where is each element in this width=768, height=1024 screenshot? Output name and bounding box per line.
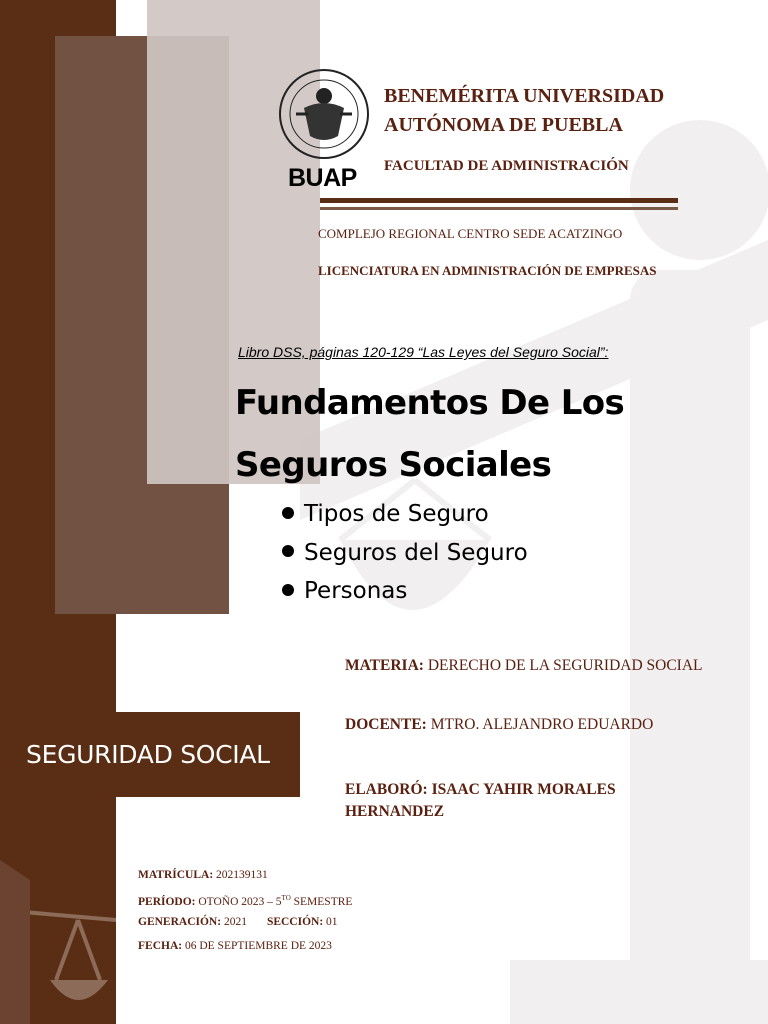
- book-reference: Libro DSS, páginas 120-129 “Las Leyes del Seguro Social”:: [238, 344, 609, 360]
- subject-banner-label: SEGURIDAD SOCIAL: [26, 740, 270, 769]
- bullet-icon: [282, 545, 294, 557]
- university-name-line1: BENEMÉRITA UNIVERSIDAD: [384, 85, 665, 107]
- campus-name: COMPLEJO REGIONAL CENTRO SEDE ACATZINGO: [318, 226, 623, 241]
- docente-label: DOCENTE:: [345, 716, 427, 733]
- generacion-value: 2021: [221, 916, 247, 928]
- buap-logo-text: BUAP: [288, 164, 357, 192]
- topic-label: Seguros del Seguro: [304, 539, 528, 566]
- university-name: [384, 82, 664, 140]
- list-item: [282, 495, 528, 534]
- matricula-field: [138, 863, 268, 887]
- seccion-value: 01: [323, 916, 338, 928]
- periodo-label: PERÍODO:: [138, 895, 196, 908]
- matricula-value: 202139131: [213, 869, 268, 881]
- generacion-field: [138, 910, 338, 934]
- scales-watermark-icon: [0, 860, 116, 1024]
- elaboro-label: ELABORÓ:: [345, 781, 428, 798]
- fecha-value: 06 DE SEPTIEMBRE DE 2023: [182, 940, 332, 952]
- topic-label: Personas: [304, 578, 408, 604]
- title-line1: Fundamentos De Los: [235, 383, 625, 423]
- topic-list: [282, 495, 528, 611]
- elaboro-value: ISAAC YAHIR MORALES HERNANDEZ: [345, 781, 616, 820]
- elaboro-field: [345, 779, 685, 823]
- list-item: [282, 534, 528, 573]
- fecha-label: FECHA:: [138, 940, 183, 952]
- university-name-line2: AUTÓNOMA DE PUEBLA: [384, 114, 623, 136]
- degree-name: LICENCIATURA EN ADMINISTRACIÓN DE EMPRESAS: [318, 263, 657, 278]
- fecha-field: [138, 934, 332, 958]
- document-title: [235, 372, 735, 496]
- seccion-label: SECCIÓN:: [266, 916, 324, 928]
- docente-field: [345, 714, 725, 736]
- materia-value: DERECHO DE LA SEGURIDAD SOCIAL: [423, 657, 703, 674]
- materia-label: MATERIA:: [345, 657, 424, 674]
- header-rule-thin: [320, 207, 678, 210]
- periodo-suffix: SEMESTRE: [290, 895, 353, 908]
- topic-label: Tipos de Seguro: [304, 501, 489, 527]
- periodo-value: OTOÑO 2023 – 5: [195, 895, 282, 908]
- materia-field: [345, 655, 705, 677]
- bullet-icon: [282, 584, 294, 596]
- generacion-label: GENERACIÓN:: [138, 916, 222, 928]
- university-seal-icon: [278, 68, 370, 160]
- list-item: [282, 572, 528, 611]
- bullet-icon: [282, 507, 294, 519]
- title-line2: Seguros Sociales: [235, 445, 552, 485]
- docente-value: MTRO. ALEJANDRO EDUARDO: [426, 716, 654, 733]
- header-rule-thick: [320, 198, 678, 203]
- periodo-superscript: TO: [281, 894, 291, 902]
- faculty-name: FACULTAD DE ADMINISTRACIÓN: [384, 158, 629, 174]
- matricula-label: MATRÍCULA:: [138, 869, 214, 881]
